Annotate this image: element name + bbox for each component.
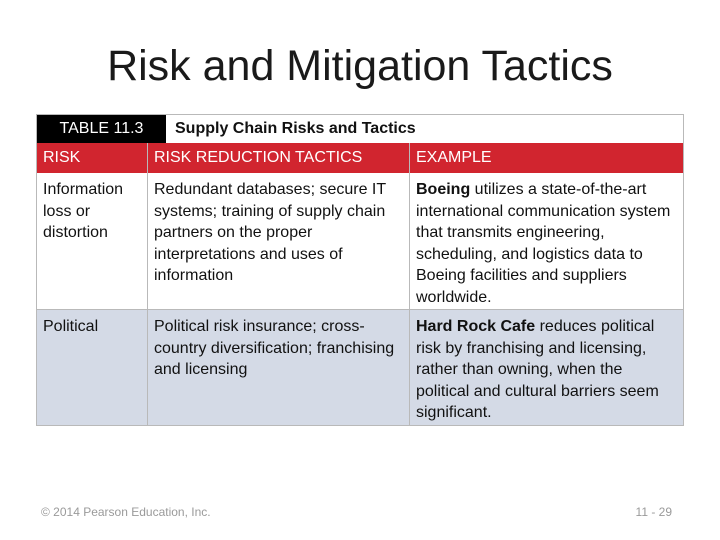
example-company: Boeing — [416, 181, 471, 198]
example-text: utilizes a state-of-the-art international communication system that transmits engineering, scheduling, and logistics data to Boeing facilities and suppliers worldwide. — [416, 181, 671, 306]
table-number-badge: TABLE 11.3 — [37, 115, 167, 143]
slide-title: Risk and Mitigation Tactics — [107, 42, 613, 90]
example-text: reduces political risk by franchising and licensing, rather than owning, when the political and cultural barriers seem significant. — [416, 318, 659, 421]
cell-tactics: Political risk insurance; cross-country diversification; franchising and licensing — [154, 318, 395, 378]
table-row — [37, 173, 683, 309]
cell-tactics: Redundant databases; secure IT systems; training of supply chain partners on the proper interpretations and uses of information — [154, 181, 386, 284]
header-example: EXAMPLE — [416, 149, 492, 166]
cell-risk: Political — [43, 318, 99, 335]
cell-example — [416, 179, 678, 308]
cell-example — [416, 316, 678, 424]
table-caption: Supply Chain Risks and Tactics — [175, 120, 416, 137]
column-divider — [147, 143, 148, 425]
page-number: 11 - 29 — [635, 505, 672, 519]
column-divider — [409, 143, 410, 425]
risk-tactics-table — [36, 114, 684, 426]
copyright-footer: © 2014 Pearson Education, Inc. — [41, 505, 211, 519]
cell-risk: Information loss or distortion — [43, 181, 124, 241]
table-caption-row — [37, 115, 683, 143]
header-tactics: RISK REDUCTION TACTICS — [154, 149, 363, 166]
table-header-row — [37, 143, 683, 173]
table-row — [37, 310, 683, 425]
example-company: Hard Rock Cafe — [416, 318, 536, 335]
header-risk: RISK — [43, 149, 81, 166]
